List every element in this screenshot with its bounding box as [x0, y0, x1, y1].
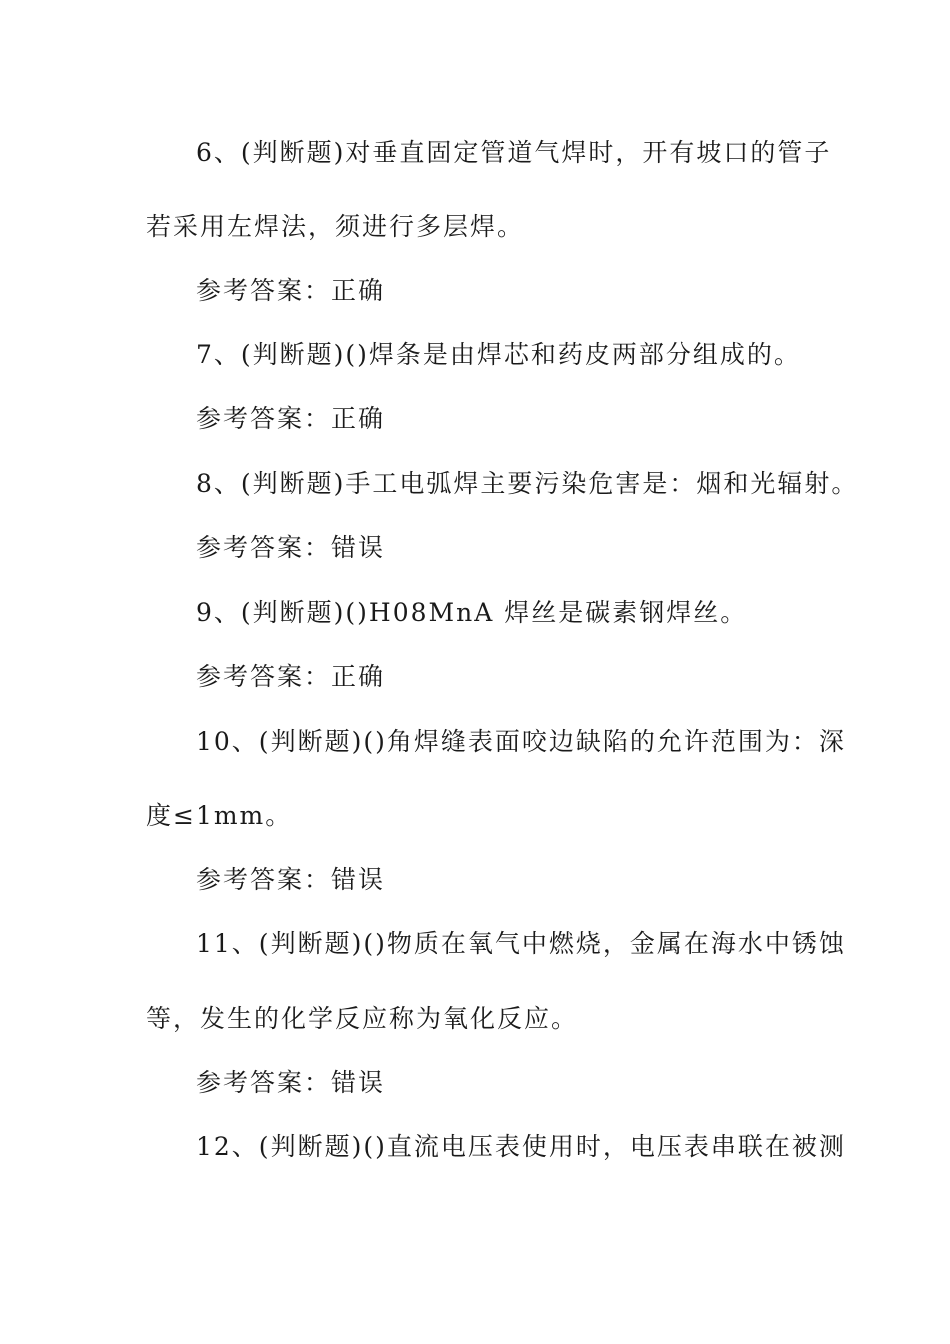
question-10-line-2: 度≤1mm。 [146, 801, 293, 830]
question-7-answer: 参考答案：正确 [196, 404, 386, 433]
question-6-line-2: 若采用左焊法，须进行多层焊。 [146, 212, 525, 241]
question-9-answer: 参考答案：正确 [196, 662, 386, 691]
question-6-answer: 参考答案：正确 [196, 276, 386, 305]
question-7-line-1: 7、(判断题)()焊条是由焊芯和药皮两部分组成的。 [196, 340, 801, 369]
question-11-line-2: 等，发生的化学反应称为氧化反应。 [146, 1004, 579, 1033]
question-8-line-1: 8、(判断题)手工电弧焊主要污染危害是：烟和光辐射。 [196, 469, 859, 498]
question-12-line-1: 12、(判断题)()直流电压表使用时，电压表串联在被测 [196, 1132, 846, 1161]
question-8-answer: 参考答案：错误 [196, 533, 386, 562]
question-11-line-1: 11、(判断题)()物质在氧气中燃烧，金属在海水中锈蚀 [196, 929, 846, 958]
question-11-answer: 参考答案：错误 [196, 1068, 386, 1097]
question-10-line-1: 10、(判断题)()角焊缝表面咬边缺陷的允许范围为：深 [196, 727, 846, 756]
question-6-line-1: 6、(判断题)对垂直固定管道气焊时，开有坡口的管子 [196, 138, 832, 167]
question-10-answer: 参考答案：错误 [196, 865, 386, 894]
question-9-line-1: 9、(判断题)()H08MnA 焊丝是碳素钢焊丝。 [196, 598, 748, 627]
